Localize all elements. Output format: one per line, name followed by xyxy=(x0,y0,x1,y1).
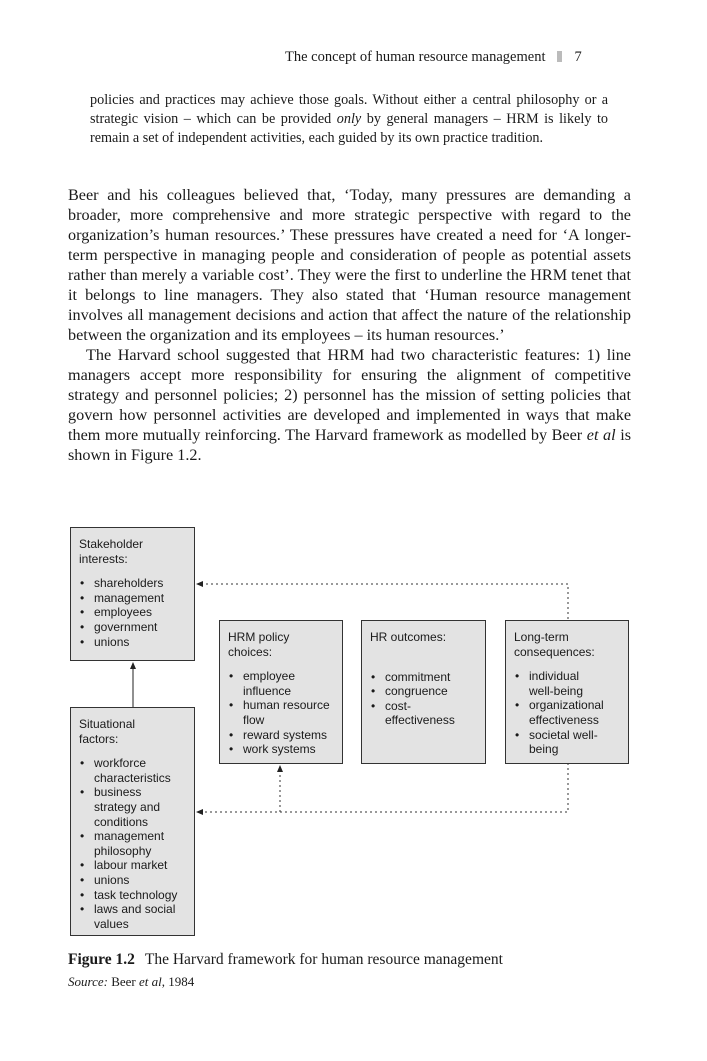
paragraph-2-etal: et al xyxy=(586,426,616,444)
list-item: • unions xyxy=(79,635,186,650)
source-label: Source: xyxy=(68,974,108,989)
feedback-to-stakeholder-line xyxy=(197,584,568,619)
figure-number: Figure 1.2 xyxy=(68,951,135,968)
list-item: • commitment xyxy=(370,670,477,685)
list-item: • business strategy and conditions xyxy=(79,785,186,829)
hrm-policy-choices-box xyxy=(219,620,343,764)
list-item: • government xyxy=(79,620,186,635)
list-item: • labour market xyxy=(79,858,186,873)
list-item: • management xyxy=(79,591,186,606)
situational-factors-box xyxy=(70,707,195,936)
source-etal: et al xyxy=(139,974,162,989)
figure-caption-text: The Harvard framework for human resource management xyxy=(144,951,503,968)
hr-outcomes-title: HR outcomes: xyxy=(370,630,447,644)
list-item: • unions xyxy=(79,873,186,888)
stakeholder-interests-title: Stakeholder interests: xyxy=(79,537,144,566)
list-item: • congruence xyxy=(370,684,477,699)
source-text-1: Beer xyxy=(107,974,139,989)
list-item: • workforce characteristics xyxy=(79,756,186,785)
list-item: • laws and social values xyxy=(79,902,186,931)
stakeholder-interests-list xyxy=(79,576,186,649)
hr-outcomes-list xyxy=(370,670,477,728)
list-item: • societal well- being xyxy=(514,728,620,757)
list-item: • management philosophy xyxy=(79,829,186,858)
list-item: • individual well-being xyxy=(514,669,620,698)
list-item: • cost- effectiveness xyxy=(370,699,477,728)
list-item: • employees xyxy=(79,605,186,620)
long-term-consequences-list xyxy=(514,669,620,757)
list-item: • organizational effectiveness xyxy=(514,698,620,727)
paragraph-2-main: The Harvard school suggested that HRM had two characteristic features: 1) line managers accept more responsibility for ensuring the alignment of competitive strategy and personnel policies; 2) personnel has the mission of setting policies that govern how personnel activities are developed and implemented in ways that make them more mutually reinforcing. The Harvard framework as modelled by Beer xyxy=(68,346,631,444)
situational-factors-title: Situational factors: xyxy=(79,717,136,746)
long-term-consequences-title: Long-term consequences: xyxy=(514,630,595,659)
figure-caption xyxy=(68,951,668,969)
list-item: • task technology xyxy=(79,888,186,903)
list-item: • reward systems xyxy=(228,728,334,743)
list-item: • work systems xyxy=(228,742,334,757)
list-item: • shareholders xyxy=(79,576,186,591)
quote-text-part2: by general managers – HRM is likely to remain a set of independent activities, each guided by its own practice tradition. xyxy=(90,111,608,146)
list-item: • employee influence xyxy=(228,669,334,698)
feedback-to-situational-line xyxy=(197,763,568,812)
page-number: 7 xyxy=(574,49,582,65)
running-title: The concept of human resource management xyxy=(285,49,546,65)
stakeholder-interests-box xyxy=(70,527,195,661)
hrm-policy-choices-title: HRM policy choices: xyxy=(228,630,290,659)
list-item: • human resource flow xyxy=(228,698,334,727)
long-term-consequences-box xyxy=(505,620,629,764)
source-text-2: , 1984 xyxy=(161,974,195,989)
paragraph-2-end: is shown in Figure 1.2. xyxy=(68,426,631,464)
hrm-policy-choices-list xyxy=(228,669,334,757)
quote-emphasis: only xyxy=(336,111,362,127)
body-paragraph-1: Beer and his colleagues believed that, ‘Today, many pressures are demanding a broader, more comprehensive and more strategic perspective with regard to the organization’s human resources.’ These pressures have created a need for ‘A longer-term perspective in managing people and consideration of people as potential assets rather than merely a variable cost’. They were the first to underline the HRM tenet that it belongs to line managers. They also stated that ‘Human resource management involves all management decisions and action that affect the nature of the relationship between the organization and its employees – its human resources.’ xyxy=(68,186,631,344)
figure-source xyxy=(68,974,194,990)
situational-factors-list xyxy=(79,756,186,931)
hr-outcomes-box xyxy=(361,620,486,764)
quote-text-part1: policies and practices may achieve those goals. Without either a central philosophy or a strategic vision – which can be provided xyxy=(90,92,608,127)
